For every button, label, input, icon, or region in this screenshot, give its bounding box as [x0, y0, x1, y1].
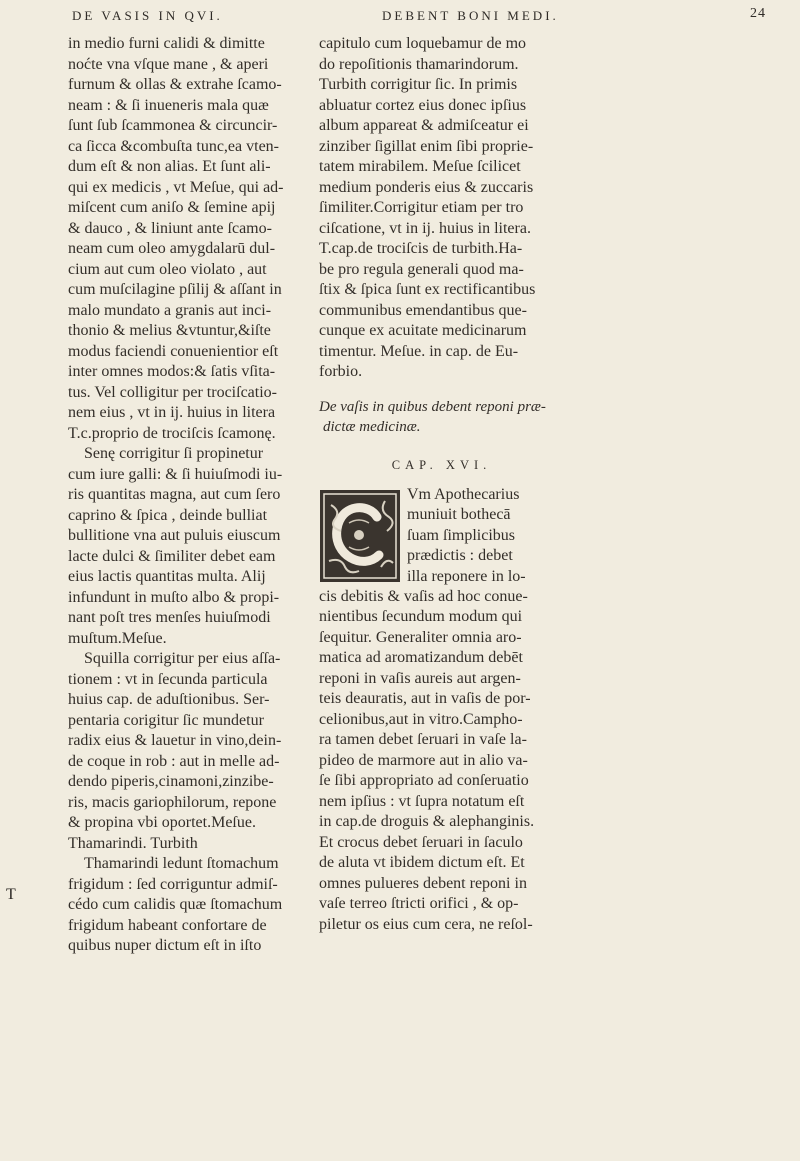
text-line: cis debitis & vaſis ad hoc conue- [319, 587, 528, 605]
text-line: ſimiliter.Corrigitur etiam per tro [319, 199, 524, 216]
text-line: cédo cum calidis quæ ſtomachum [68, 896, 283, 913]
text-line: communibus emendantibus que- [319, 301, 527, 319]
text-line: T.cap.de trociſcis de turbith.Ha- [319, 240, 523, 257]
text-line: ſtix & ſpica ſunt ex rectificantibus [319, 281, 536, 298]
page-number: 24 [750, 6, 766, 21]
text-line: cunque ex acuitate medicinarum [319, 322, 527, 339]
text-line: cium aut cum oleo violato , aut [68, 260, 267, 278]
text-line: neam cum oleo amygdalarū dul- [68, 240, 276, 257]
text-line: dendo piperis,cinamoni,zinzibe- [68, 773, 274, 790]
text-line: in medio furni calidi & dimitte [68, 35, 265, 52]
text-line: Squilla corrigitur per eius aſſa- [84, 650, 281, 667]
right-column-text-bottom [319, 587, 564, 936]
text-line: Thamarindi ledunt ſtomachum [84, 855, 279, 872]
text-line: cum iure galli: & ſi huiuſmodi iu- [68, 465, 283, 483]
text-line: zinziber ſigillat enim ſibi proprie- [319, 137, 534, 155]
text-line: & propina vbi oportet.Meſue. [68, 814, 256, 831]
text-line: omnes pulueres debent reponi in [319, 874, 527, 892]
text-line: matica ad aromatizandum debēt [319, 649, 523, 666]
text-line: nant poſt tres menſes huiuſmodi [68, 609, 271, 626]
running-head-left: DE VASIS IN QVI. [72, 8, 223, 23]
text-line: modus faciendi conuenientior eſt [68, 342, 279, 360]
initial-line: Vm Apothecarius [407, 485, 520, 503]
text-line: ca ſicca &combuſta tunc,ea vten- [68, 137, 280, 155]
chapter-subheading-line-1: De vaſis in quibus debent reponi præ- [319, 398, 546, 415]
marginal-letter: T [6, 886, 16, 903]
initial-line: muniuit bothecā [407, 506, 511, 523]
text-line: teis deauratis, aut in vaſis de por- [319, 690, 531, 707]
text-line: & dauco , & liniunt ante ſcamo- [68, 219, 272, 237]
text-line: ſequitur. Generaliter omnia aro- [319, 628, 522, 646]
text-line: muſtum.Meſue. [68, 629, 167, 647]
text-line: pentaria corigitur ſic mundetur [68, 711, 264, 729]
text-line: cum muſcilagine pſilij & aſſant in [68, 281, 282, 298]
text-line: timentur. Meſue. in cap. de Eu- [319, 342, 519, 360]
text-line: tionem : vt in ſecunda particula [68, 670, 268, 688]
text-line: pideo de marmore aut in alio va- [319, 751, 528, 769]
text-line: qui ex medicis , vt Meſue, qui ad- [68, 178, 284, 196]
text-line: Senę corrigitur ſi propinetur [84, 445, 264, 462]
text-line: capitulo cum loquebamur de mo [319, 35, 527, 52]
text-line: lacte dulci & ſimiliter debet eam [68, 547, 276, 565]
text-line: tatem mirabilem. Meſue ſcilicet [319, 158, 521, 175]
text-line: Thamarindi. Turbith [68, 834, 198, 852]
text-line: vaſe terreo ſtricti orifici , & op- [319, 895, 519, 912]
initial-line: ſuam ſimplicibus [407, 526, 515, 544]
text-line: de coque in rob : aut in melle ad- [68, 752, 280, 770]
chapter-subheading-line-2: dictæ medicinæ. [323, 418, 421, 435]
chapter-heading: CAP. XVI. [391, 457, 492, 472]
text-line: celionibus,aut in vitro.Campho- [319, 710, 523, 728]
text-line: furnum & ollas & extrahe ſcamo- [68, 76, 282, 93]
text-line: tus. Vel colligitur per trociſcatio- [68, 383, 277, 401]
text-line: nientibus ſecundum modum qui [319, 608, 523, 625]
running-head-right: DEBENT BONI MEDI. [382, 8, 559, 23]
text-line: ſe ſibi appropriato ad conſeruatio [319, 772, 529, 789]
right-column-text-top [319, 34, 564, 383]
initial-block [319, 485, 564, 587]
right-column [319, 34, 564, 935]
text-line: forbio. [319, 363, 363, 380]
left-column [68, 34, 308, 957]
text-line: huius cap. de aduſtionibus. Ser- [68, 691, 270, 708]
text-line: in cap.de droguis & alephanginis. [319, 813, 535, 830]
initial-line: prædictis : debet [407, 547, 513, 564]
text-line: abluatur cortez eius donec ipſius [319, 96, 527, 114]
text-line: nem ipſius : vt ſupra notatum eſt [319, 792, 525, 810]
text-line: be pro regula generali quod ma- [319, 260, 524, 278]
text-line: neam : & ſi inueneris mala quæ [68, 96, 269, 114]
initial-adjacent-text [407, 485, 567, 588]
text-line: infundunt in muſto albo & propi- [68, 588, 280, 606]
text-line: inter omnes modos:& ſatis vſita- [68, 363, 276, 380]
decorated-initial-c-woodcut [319, 489, 401, 583]
text-line: de aluta vt ibidem dictum eſt. Et [319, 854, 525, 871]
initial-line: illa reponere in lo- [407, 567, 526, 585]
text-line: ciſcatione, vt in ij. huius in litera. [319, 219, 531, 237]
text-line: Turbith corrigitur ſic. In primis [319, 76, 518, 93]
text-line: Et crocus debet ſeruari in ſaculo [319, 833, 523, 851]
text-line: frigidum habeant confortare de [68, 916, 267, 934]
text-line: miſcent cum aniſo & ſemine apij [68, 199, 276, 216]
text-line: reponi in vaſis aureis aut argen- [319, 669, 521, 687]
text-line: bullitione vna aut puluis eiuscum [68, 527, 281, 544]
text-line: thonio & melius &vtuntur,&iſte [68, 322, 271, 339]
text-line: radix eius & lauetur in vino,dein- [68, 732, 282, 749]
text-line: ris, macis gariophilorum, repone [68, 793, 277, 811]
text-line: malo mundato a granis aut inci- [68, 301, 272, 319]
text-line: album appareat & admiſceatur ei [319, 117, 529, 134]
text-line: T.c.proprio de trociſcis ſcamonę. [68, 424, 276, 442]
text-line: do repoſitionis thamarindorum. [319, 55, 519, 73]
text-line: piletur os eius cum cera, ne reſol- [319, 915, 533, 933]
text-line: caprino & ſpica , deinde bulliat [68, 506, 268, 524]
text-line: noćte vna vſque mane , & aperi [68, 55, 269, 73]
text-line: nem eius , vt in ij. huius in litera [68, 404, 276, 421]
text-line: quibus nuper dictum eſt in iſto [68, 937, 262, 954]
text-line: dum eſt & non alias. Et ſunt ali- [68, 158, 271, 175]
text-line: medium ponderis eius & zuccaris [319, 178, 534, 196]
text-line: eius lactis quantitas multa. Alij [68, 568, 266, 585]
text-line: ſunt ſub ſcammonea & circuncir- [68, 117, 278, 134]
text-line: ris quantitas magna, aut cum ſero [68, 486, 281, 503]
text-line: frigidum : ſed corriguntur admiſ- [68, 875, 278, 893]
running-head [60, 6, 780, 30]
text-line: ra tamen debet ſeruari in vaſe la- [319, 731, 527, 748]
